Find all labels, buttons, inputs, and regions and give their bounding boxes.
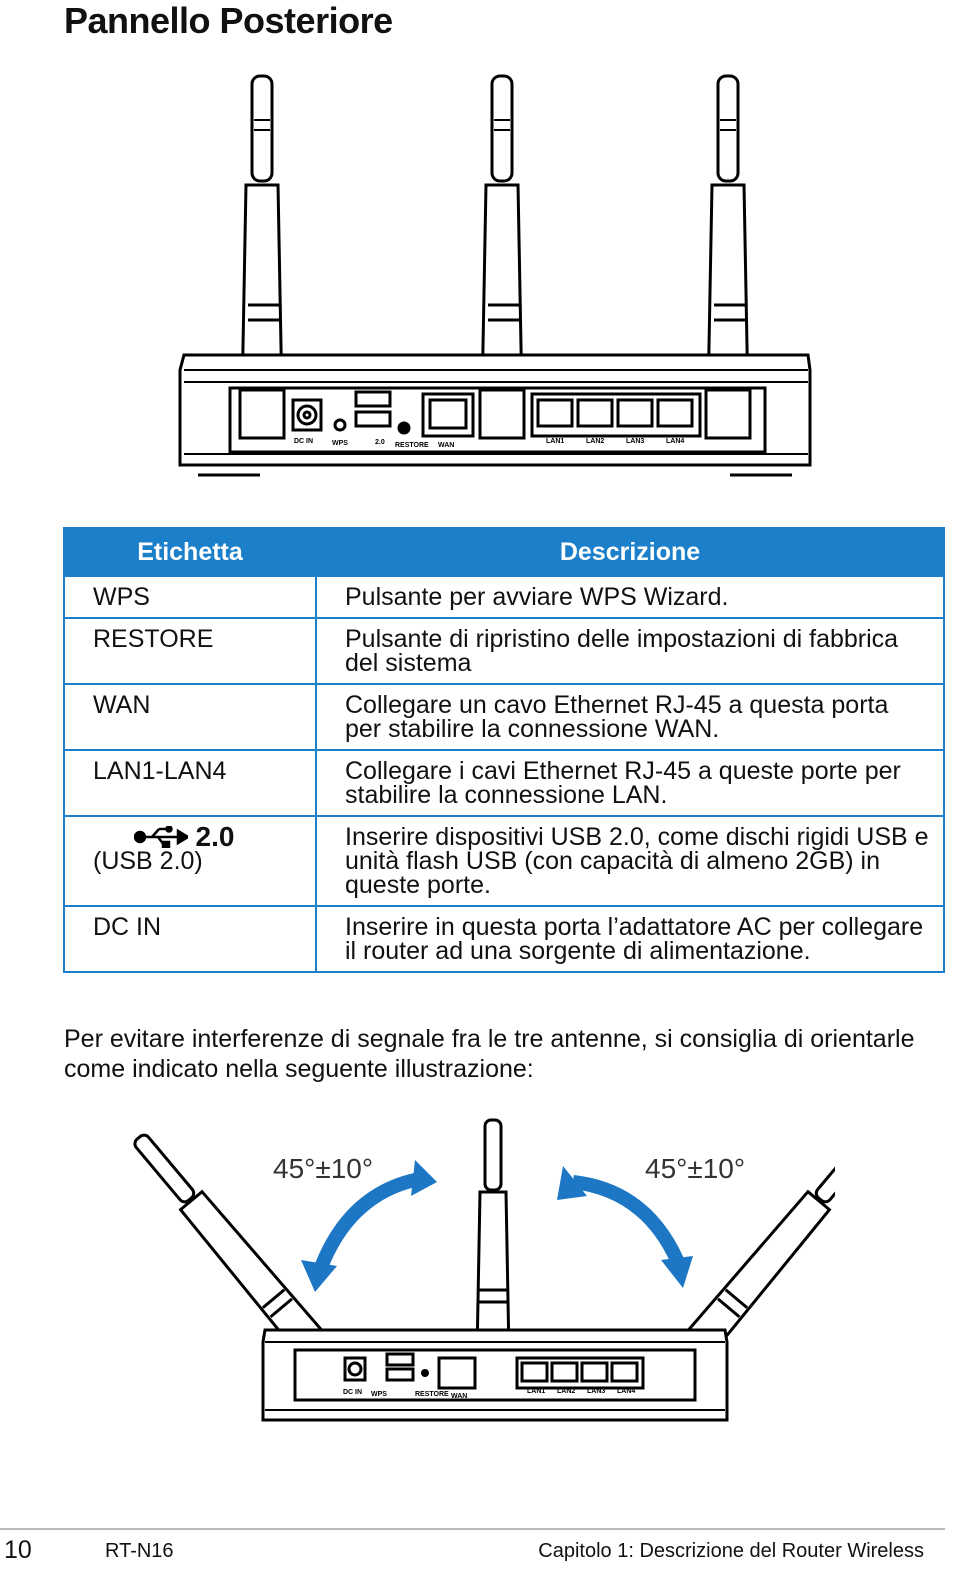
port-description-table bbox=[63, 527, 945, 973]
row-desc-usb: Inserire dispositivi USB 2.0, come dischi rigidi USB e unità flash USB (con capacità di almeno 2GB) in queste porte. bbox=[316, 816, 944, 906]
dc-in-port-label: DC IN bbox=[294, 438, 314, 445]
table-row bbox=[64, 618, 944, 684]
table-row bbox=[64, 750, 944, 816]
row-desc-restore: Pulsante di ripristino delle impostazioni di fabbrica del sistema bbox=[316, 618, 944, 684]
row-label-wps: WPS bbox=[64, 576, 316, 618]
table-row bbox=[64, 816, 944, 906]
header-label: Etichetta bbox=[64, 528, 316, 576]
lan4-port-label: LAN4 bbox=[666, 438, 685, 445]
restore-button-label-small: RESTORE bbox=[415, 1391, 449, 1398]
footer-model: RT-N16 bbox=[105, 1540, 174, 1562]
table-row bbox=[64, 906, 944, 972]
usb-icon bbox=[134, 826, 188, 848]
row-desc-dc-in: Inserire in questa porta l’adattatore AC per collegare il router ad una sorgente di alimentazione. bbox=[316, 906, 944, 972]
wps-button-label-small: WPS bbox=[371, 1391, 387, 1398]
table-row bbox=[64, 576, 944, 618]
row-label-restore: RESTORE bbox=[64, 618, 316, 684]
wan-port-label: WAN bbox=[438, 442, 455, 449]
row-desc-wan: Collegare un cavo Ethernet RJ-45 a questa porta per stabilire la connessione WAN. bbox=[316, 684, 944, 750]
row-desc-lan: Collegare i cavi Ethernet RJ-45 a queste porte per stabilire la connessione LAN. bbox=[316, 750, 944, 816]
lan2-port-label-small: LAN2 bbox=[557, 1388, 576, 1395]
usb-port-label: 2.0 bbox=[375, 439, 385, 446]
restore-button-label: RESTORE bbox=[395, 442, 429, 449]
lan3-port-label-small: LAN3 bbox=[587, 1388, 606, 1395]
row-label-wan: WAN bbox=[64, 684, 316, 750]
lan2-port-label: LAN2 bbox=[586, 438, 605, 445]
antenna-orientation-illustration bbox=[125, 1110, 835, 1450]
lan3-port-label: LAN3 bbox=[626, 438, 645, 445]
header-description: Descrizione bbox=[316, 528, 944, 576]
footer-divider bbox=[0, 1528, 945, 1530]
antenna-middle bbox=[482, 76, 522, 400]
table-header-row bbox=[64, 528, 944, 576]
wan-port-label-small: WAN bbox=[451, 1393, 468, 1400]
antenna-left bbox=[242, 76, 282, 400]
row-label-usb bbox=[64, 816, 316, 906]
antenna-orientation-note: Per evitare interferenze di segnale fra le tre antenne, si consiglia di orientarle come indicato nella seguente illustrazione: bbox=[64, 1025, 915, 1083]
lan1-port-label-small: LAN1 bbox=[527, 1388, 546, 1395]
right-angle-label: 45°±10° bbox=[645, 1153, 746, 1184]
lan4-port-label-small: LAN4 bbox=[617, 1388, 636, 1395]
dc-in-port-label-small: DC IN bbox=[343, 1389, 363, 1396]
page-title: Pannello Posteriore bbox=[64, 0, 393, 41]
page-number: 10 bbox=[4, 1536, 32, 1564]
lan1-port-label: LAN1 bbox=[546, 438, 565, 445]
wps-button-label: WPS bbox=[332, 440, 348, 447]
row-label-dc-in: DC IN bbox=[64, 906, 316, 972]
antenna-right bbox=[708, 76, 748, 400]
footer-chapter: Capitolo 1: Descrizione del Router Wireless bbox=[538, 1540, 924, 1562]
row-desc-wps: Pulsante per avviare WPS Wizard. bbox=[316, 576, 944, 618]
usb-label-sub: (USB 2.0) bbox=[93, 847, 203, 875]
row-label-lan: LAN1-LAN4 bbox=[64, 750, 316, 816]
usb-version-label: 2.0 bbox=[195, 821, 235, 852]
right-rotation-arrow bbox=[557, 1166, 693, 1288]
router-rear-panel-illustration bbox=[170, 70, 820, 490]
table-row bbox=[64, 684, 944, 750]
left-angle-label: 45°±10° bbox=[273, 1153, 374, 1184]
